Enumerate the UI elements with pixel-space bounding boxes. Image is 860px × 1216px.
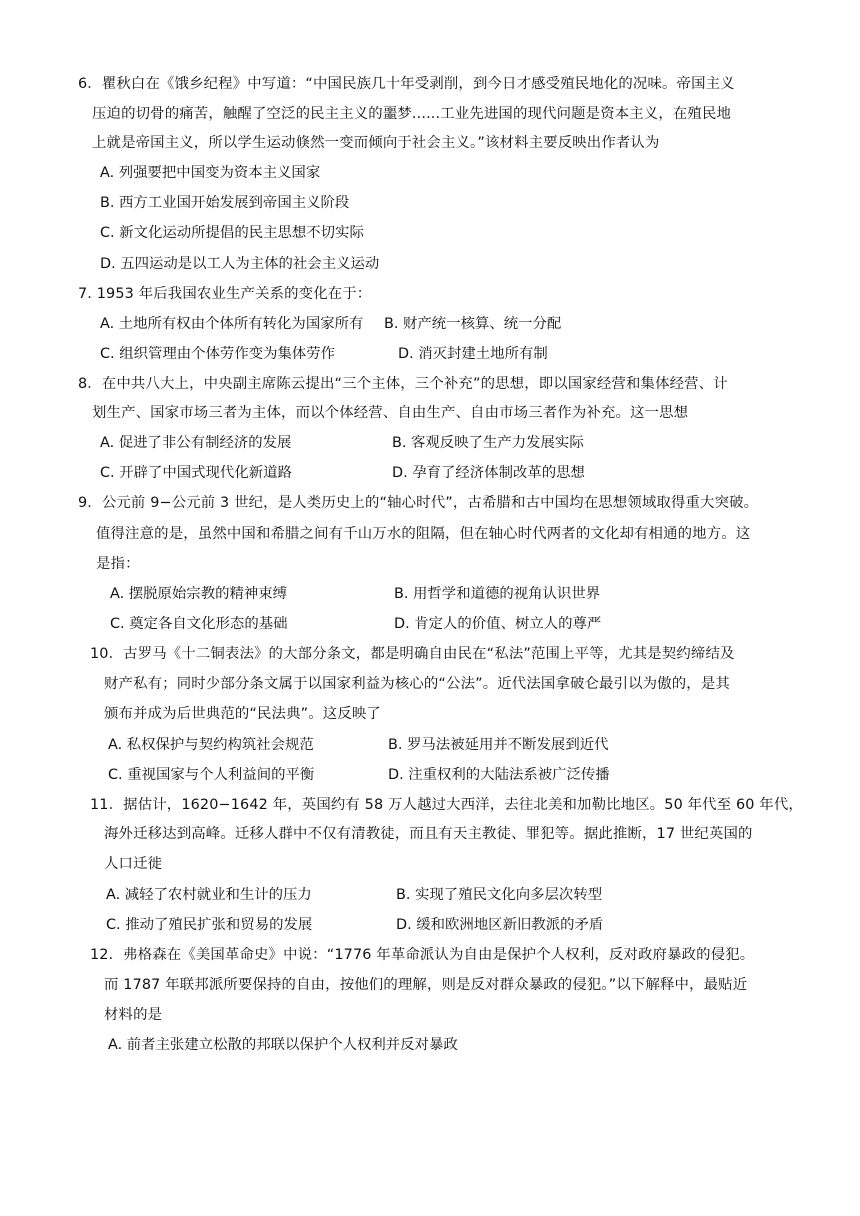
- question-12-line-1: 12．弗格森在《美国革命史》中说：“1776 年革命派认为自由是保护个人权利，反对政府暴政的侵犯。: [90, 947, 755, 963]
- question-12-option-a: A. 前者主张建立松散的邦联以保护个人权利并反对暴政: [108, 1037, 458, 1053]
- question-9-option-c: C. 奠定各自文化形态的基础: [110, 616, 288, 632]
- question-6-line-3: 上就是帝国主义，所以学生运动倏然一变而倾向于社会主义。”该材料主要反映出作者认为: [92, 135, 660, 151]
- question-11-line-2: 海外迁移达到高峰。迁移人群中不仅有清教徒，而且有天主教徒、罪犯等。据此推断，17 世纪英国的: [104, 826, 753, 842]
- question-8-option-d: D. 孕育了经济体制改革的思想: [392, 465, 585, 481]
- question-10-line-1: 10．古罗马《十二铜表法》的大部分条文，都是明确自由民在“私法”范围上平等，尤其是契约缔结及: [90, 646, 735, 662]
- question-9-line-2: 值得注意的是，虽然中国和希腊之间有千山万水的阻隔，但在轴心时代两者的文化却有相通的地方。这: [96, 526, 751, 542]
- question-9-option-d: D. 肯定人的价值、树立人的尊严: [394, 616, 602, 632]
- question-9-line-1: 9．公元前 9−公元前 3 世纪，是人类历史上的“轴心时代”，古希腊和古中国均在思想领域取得重大突破。: [78, 495, 759, 511]
- question-9-line-3: 是指：: [96, 556, 140, 572]
- question-10-option-a: A. 私权保护与契约构筑社会规范: [108, 737, 314, 753]
- question-7-option-b: B. 财产统一核算、统一分配: [384, 316, 562, 332]
- question-8-line-2: 划生产、国家市场三者为主体，而以个体经营、自由生产、自由市场三者作为补充。这一思想: [92, 405, 689, 421]
- question-6-option-c: C. 新文化运动所提倡的民主思想不切实际: [100, 225, 364, 241]
- question-11-line-3: 人口迁徙: [104, 856, 163, 872]
- question-6-line-1: 6．瞿秋白在《饿乡纪程》中写道：“中国民族几十年受剥削，到今日才感受殖民地化的况味。帝国主义: [78, 76, 735, 92]
- question-7-line-1: 7. 1953 年后我国农业生产关系的变化在于：: [78, 286, 372, 302]
- question-8-option-b: B. 客观反映了生产力发展实际: [392, 435, 584, 451]
- question-7-option-d: D. 消灭封建土地所有制: [398, 346, 548, 362]
- question-6-option-d: D. 五四运动是以工人为主体的社会主义运动: [100, 256, 380, 272]
- question-6-option-a: A. 列强要把中国变为资本主义国家: [100, 165, 321, 181]
- question-11-line-1: 11．据估计，1620−1642 年，英国约有 58 万人越过大西洋，去往北美和加勒比地区。50 年代至 60 年代，: [90, 797, 803, 813]
- question-7-option-c: C. 组织管理由个体劳作变为集体劳作: [100, 346, 336, 362]
- question-7-option-a: A. 土地所有权由个体所有转化为国家所有: [100, 316, 364, 332]
- question-6-option-b: B. 西方工业国开始发展到帝国主义阶段: [100, 195, 350, 211]
- question-12-line-2: 而 1787 年联邦派所要保持的自由，按他们的理解，则是反对群众暴政的侵犯。”以下解释中，最贴近: [104, 977, 748, 993]
- question-8-option-c: C. 开辟了中国式现代化新道路: [100, 465, 292, 481]
- question-11-option-b: B. 实现了殖民文化向多层次转型: [396, 887, 603, 903]
- question-12-line-3: 材料的是: [104, 1007, 163, 1023]
- question-9-option-b: B. 用哲学和道德的视角认识世界: [394, 586, 601, 602]
- question-10-option-d: D. 注重权利的大陆法系被广泛传播: [388, 767, 610, 783]
- question-10-line-2: 财产私有；同时少部分条文属于以国家利益为核心的“公法”。近代法国拿破仑最引以为傲的，是其: [104, 676, 730, 692]
- question-6-line-2: 压迫的切骨的痛苦，触醒了空泛的民主主义的噩梦......工业先进国的现代问题是资本主义，在殖民地: [92, 106, 732, 122]
- question-10-option-b: B. 罗马法被延用并不断发展到近代: [388, 737, 609, 753]
- question-11-option-a: A. 减轻了农村就业和生计的压力: [106, 887, 312, 903]
- question-8-option-a: A. 促进了非公有制经济的发展: [100, 435, 292, 451]
- question-11-option-c: C. 推动了殖民扩张和贸易的发展: [106, 917, 313, 933]
- question-9-option-a: A. 摆脱原始宗教的精神束缚: [110, 586, 288, 602]
- question-11-option-d: D. 缓和欧洲地区新旧教派的矛盾: [396, 917, 604, 933]
- question-10-line-3: 颁布并成为后世典范的“民法典”。这反映了: [104, 706, 381, 722]
- question-8-line-1: 8．在中共八大上，中央副主席陈云提出“三个主体，三个补充”的思想，即以国家经营和集体经营、计: [78, 376, 728, 392]
- question-10-option-c: C. 重视国家与个人利益间的平衡: [108, 767, 315, 783]
